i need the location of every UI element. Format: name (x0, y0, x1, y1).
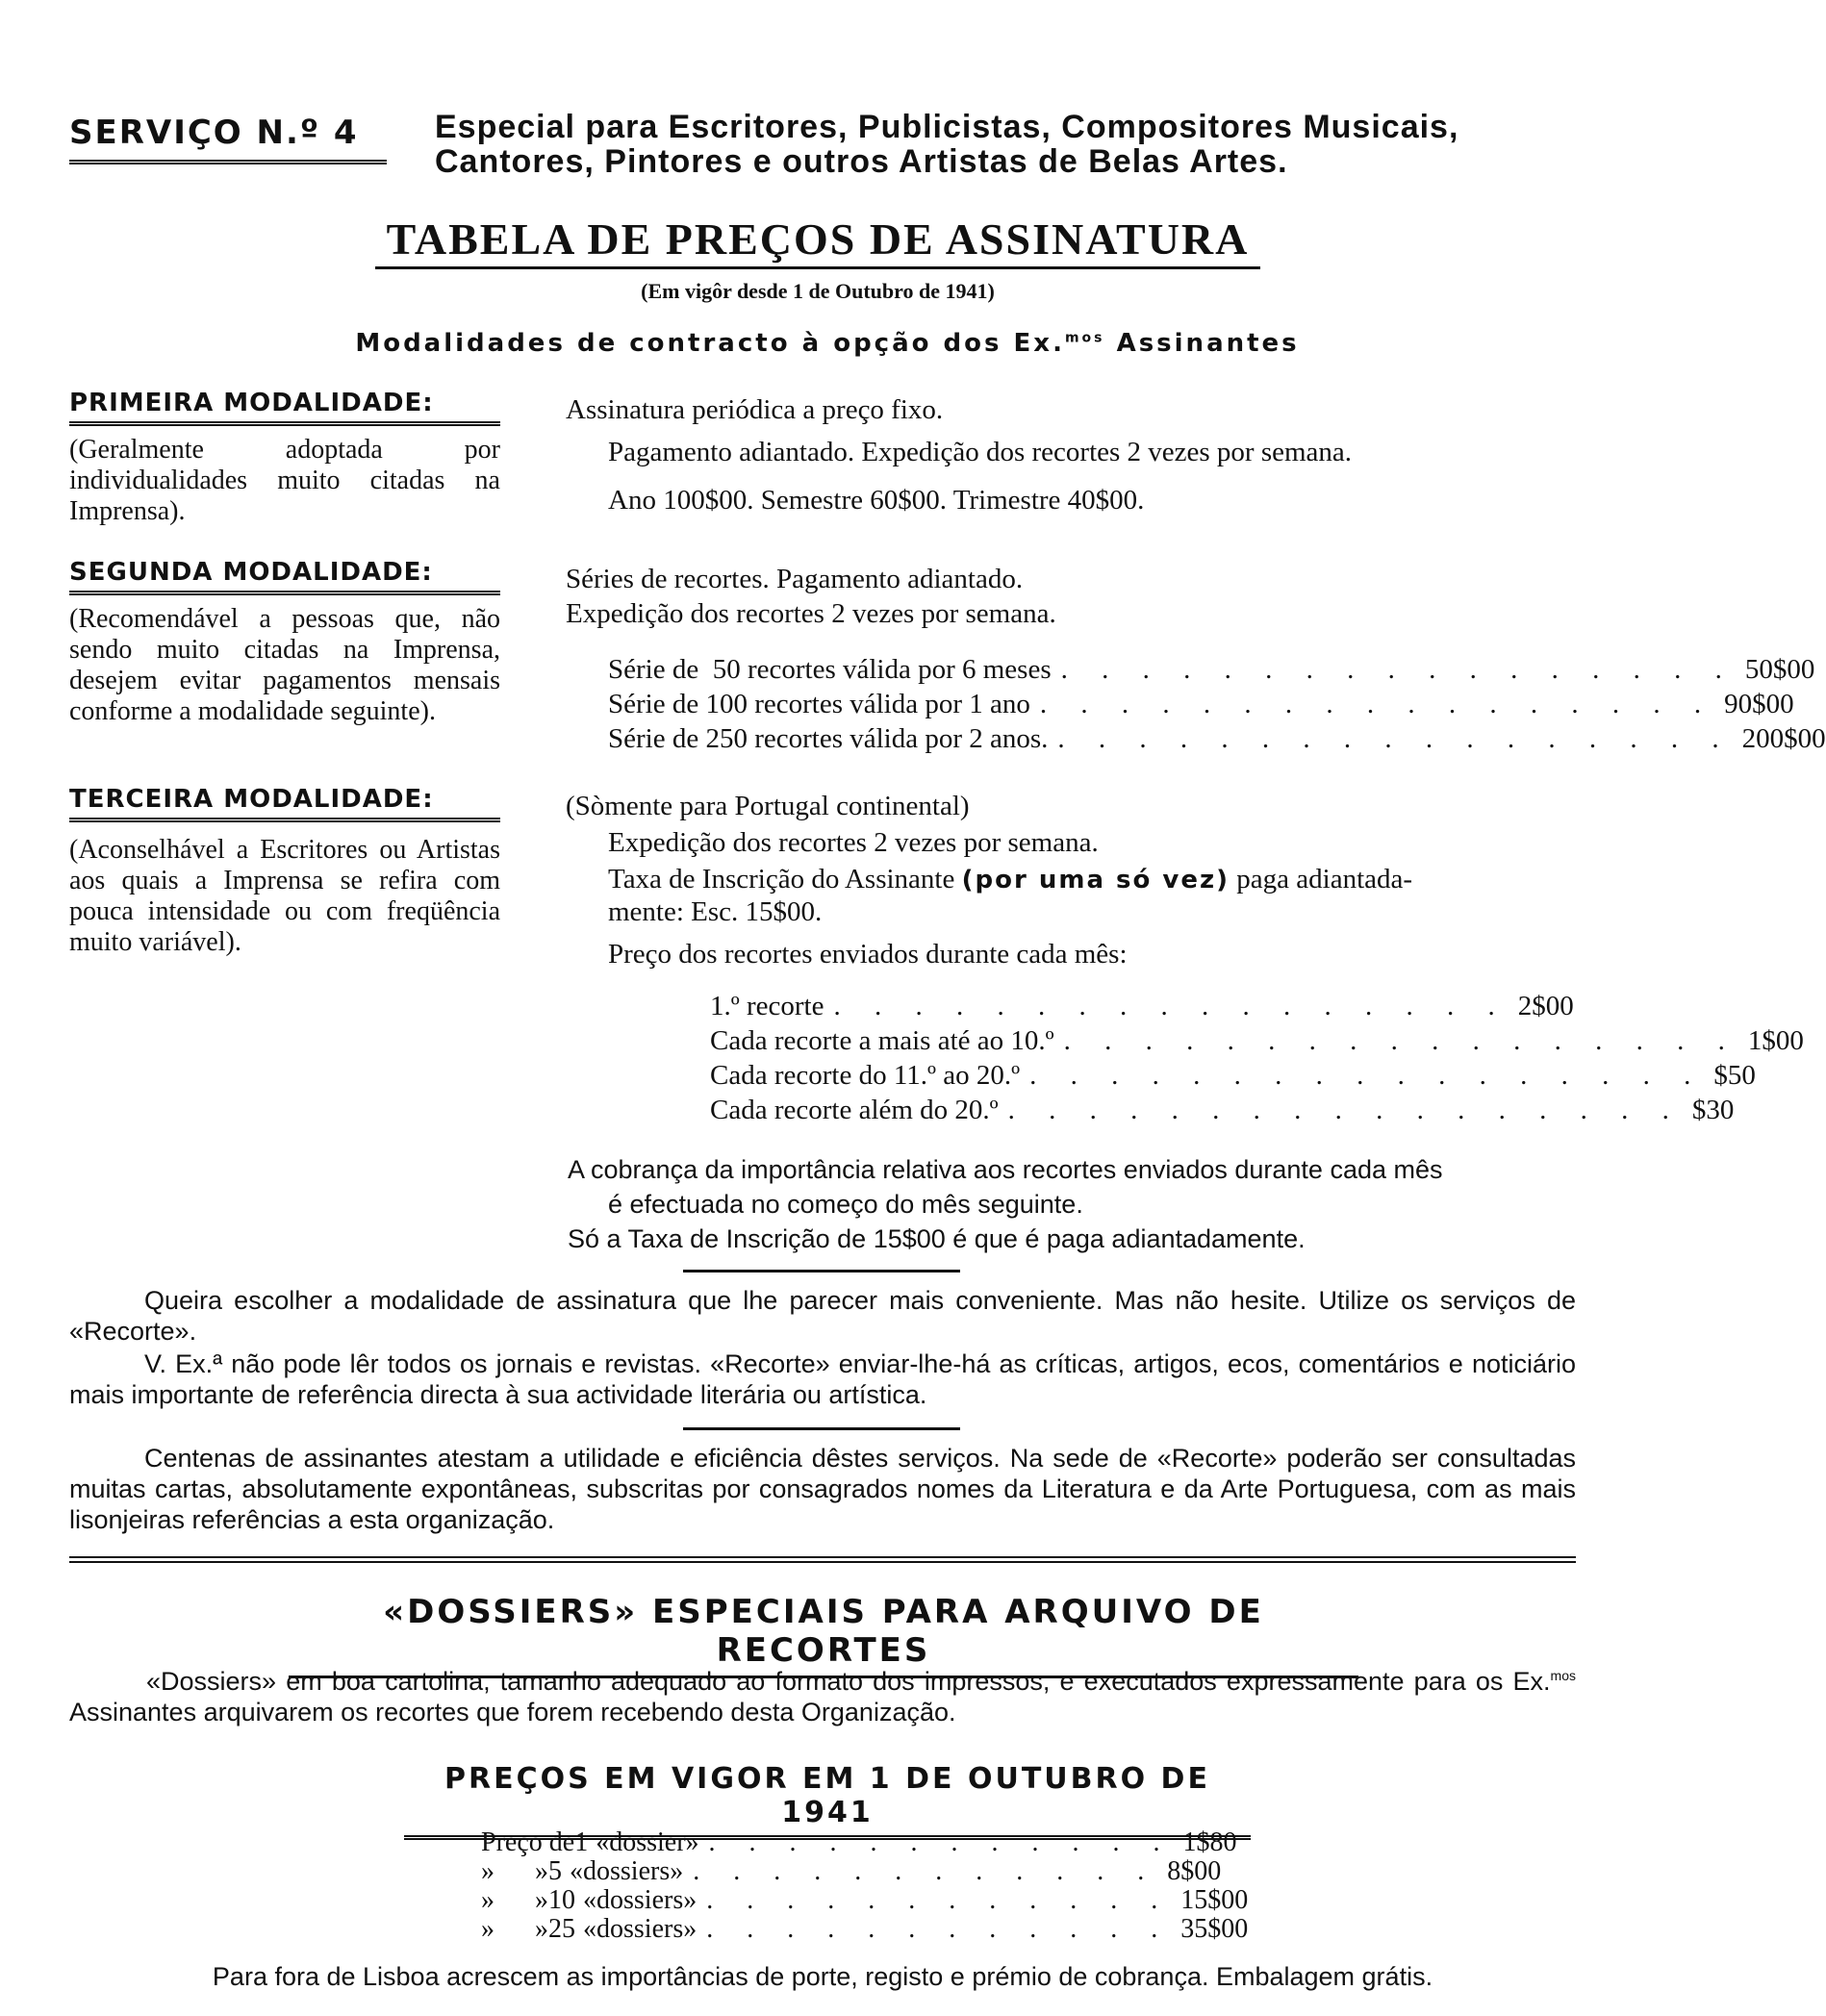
leader-dots: . . . . . . . . . . . . . . . . . (1063, 1025, 1738, 1056)
page-title: TABELA DE PREÇOS DE ASSINATURA (375, 214, 1260, 269)
dossiers-desc-sup: mos (1550, 1668, 1576, 1683)
recorte-price: $30 (1691, 1095, 1735, 1125)
dossiers-title: «DOSSIERS» ESPECIAIS PARA ARQUIVO DE RECORTES (289, 1593, 1358, 1678)
recorte-price: $50 (1713, 1060, 1756, 1091)
price-qty: 25 (548, 1914, 575, 1944)
serie-row (608, 654, 1815, 686)
modalidades-sup: mos (1064, 330, 1105, 346)
paragraph-escolher: Queira escolher a modalidade de assinatura que lhe parecer mais conveniente. Mas não hesite. Utilize os serviços de «Recorte». (69, 1286, 1576, 1346)
serie-price: 90$00 (1724, 689, 1794, 719)
terceira-line-2: Expedição dos recortes 2 vezes por semana. (608, 827, 1099, 858)
recorte-row (710, 1060, 1756, 1092)
segunda-line-1: Séries de recortes. Pagamento adiantado. (566, 564, 1024, 594)
modalidades-suffix: Assinantes (1104, 329, 1300, 358)
leader-dots: . . . . . . . . . . . . . . . . . (1057, 723, 1733, 754)
terceira-taxa (608, 862, 1576, 897)
price-value: 8$00 (1167, 1856, 1222, 1886)
leader-dots: . . . . . . . . . . . . (708, 1827, 1174, 1857)
recorte-label: Cada recorte do 11.º ao 20.º (710, 1060, 1021, 1091)
shipping-note: Para fora de Lisboa acrescem as importâncias de porte, registo e prémio de cobrança. Embalagem grátis. (212, 1962, 1433, 1991)
cobranca-line-1: A cobrança da importância relativa aos recortes enviados durante cada mês (568, 1155, 1443, 1184)
modalidades-heading (115, 329, 1539, 358)
leader-dots: . . . . . . . . . . . . . . . . . (1007, 1095, 1683, 1125)
price-qty: 10 (548, 1885, 575, 1915)
price-qty: 1 (574, 1827, 589, 1857)
price-item: «dossiers» (583, 1885, 697, 1915)
serie-price: 200$00 (1741, 723, 1826, 754)
taxa-note: Só a Taxa de Inscrição de 15$00 é que é paga adiantadamente. (568, 1224, 1306, 1253)
price-prefix: » » (481, 1885, 548, 1915)
divider (683, 1270, 960, 1273)
recorte-label: Cada recorte além do 20.º (710, 1095, 999, 1125)
dossiers-description (69, 1660, 1576, 1727)
primeira-heading: PRIMEIRA MODALIDADE: (69, 389, 500, 426)
cobranca-line-2: é efectuada no começo do mês seguinte. (608, 1190, 1083, 1219)
service-number-label: SERVIÇO N.º 4 (69, 113, 387, 164)
recorte-price: 2$00 (1517, 991, 1574, 1021)
price-item: «dossiers» (570, 1856, 684, 1886)
terceira-taxa-line-2: mente: Esc. 15$00. (608, 896, 823, 927)
price-item: «dossier» (596, 1827, 699, 1857)
service-description-line-2: Cantores, Pintores e outros Artistas de Belas Artes. (435, 143, 1288, 180)
page-subtitle: (Em vigôr desde 1 de Outubro de 1941) (641, 279, 995, 303)
paragraph-assinantes: Centenas de assinantes atestam a utilidade e eficiência dêstes serviços. Na sede de «Recorte» poderão ser consultadas muitas cartas, absolutamente expontâneas, subscritas por consagrados nomes da Literatura e da Arte Portuguesa, com as mais lisonjeiras referências a esta organização. (69, 1444, 1576, 1534)
dossier-price-row (481, 1914, 1249, 1945)
primeira-line-1: Assinatura periódica a preço fixo. (566, 394, 944, 425)
price-value: 1$80 (1182, 1827, 1237, 1857)
recorte-row (710, 1025, 1804, 1057)
primeira-line-3: Ano 100$00. Semestre 60$00. Trimestre 40$00. (608, 485, 1145, 516)
serie-row (608, 723, 1826, 755)
serie-label: Série de 250 recortes válida por 2 anos. (608, 723, 1049, 754)
serie-row (608, 689, 1794, 720)
serie-label: Série de 100 recortes válida por 1 ano (608, 689, 1030, 719)
price-value: 35$00 (1180, 1914, 1249, 1944)
paragraph-noticiario: V. Ex.ª não pode lêr todos os jornais e revistas. «Recorte» enviar-lhe-há as críticas, artigos, ecos, comentários e noticiário mais importante de referência directa à sua actividade literária ou artística. (69, 1349, 1576, 1409)
serie-price: 50$00 (1744, 654, 1815, 685)
recorte-price: 1$00 (1747, 1025, 1804, 1056)
leader-dots: . . . . . . . . . . . . (706, 1885, 1172, 1915)
dossier-price-row (481, 1856, 1222, 1887)
dossier-price-row (481, 1827, 1237, 1858)
dossiers-desc-prefix: «Dossiers» em boa cartolina, tamanho adequado ao formato dos impressos, e executados expressamente para os Ex. (146, 1667, 1551, 1696)
price-value: 15$00 (1180, 1885, 1249, 1915)
primeira-note: (Geralmente adoptada por individualidades muito citadas na Imprensa). (69, 435, 500, 526)
precos-title: PREÇOS EM VIGOR EM 1 DE OUTUBRO DE 1941 (404, 1762, 1251, 1840)
price-item: «dossiers» (583, 1914, 697, 1944)
taxa-bold: (por uma só vez) (961, 866, 1230, 895)
recorte-row (710, 991, 1574, 1022)
price-prefix: » » (481, 1856, 548, 1886)
terceira-heading: TERCEIRA MODALIDADE: (69, 785, 500, 822)
taxa-prefix: Taxa de Inscrição do Assinante (608, 864, 962, 895)
segunda-heading: SEGUNDA MODALIDADE: (69, 558, 500, 595)
service-description (435, 110, 1589, 179)
leader-dots: . . . . . . . . . . . . (706, 1914, 1172, 1944)
section-double-rule (69, 1556, 1576, 1563)
dossier-price-row (481, 1885, 1249, 1916)
serie-label: Série de 50 recortes válida por 6 meses (608, 654, 1052, 685)
divider (683, 1427, 960, 1430)
terceira-line-1: (Sòmente para Portugal continental) (566, 791, 970, 821)
segunda-note: (Recomendável a pessoas que, não sendo muito citadas na Imprensa, desejem evitar pagamentos mensais conforme a modalidade seguinte). (69, 604, 500, 726)
leader-dots: . . . . . . . . . . . . . . . . . (1060, 654, 1736, 685)
dossiers-desc-suffix: Assinantes arquivarem os recortes que forem recebendo desta Organização. (69, 1698, 956, 1726)
terceira-preco-intro: Preço dos recortes enviados durante cada mês: (608, 939, 1128, 970)
leader-dots: . . . . . . . . . . . . (693, 1856, 1158, 1886)
leader-dots: . . . . . . . . . . . . . . . . . (833, 991, 1509, 1021)
leader-dots: . . . . . . . . . . . . . . . . . (1029, 1060, 1705, 1091)
recorte-label: Cada recorte a mais até ao 10.º (710, 1025, 1054, 1056)
primeira-line-2: Pagamento adiantado. Expedição dos recortes 2 vezes por semana. (608, 437, 1353, 467)
leader-dots: . . . . . . . . . . . . . . . . . (1039, 689, 1715, 719)
taxa-suffix: paga adiantada- (1230, 864, 1413, 895)
price-prefix: Preço de (481, 1827, 575, 1857)
segunda-line-2: Expedição dos recortes 2 vezes por semana. (566, 598, 1056, 629)
terceira-note: (Aconselhável a Escritores ou Artistas aos quais a Imprensa se refira com pouca intensidade ou com freqüência muito variável). (69, 835, 500, 957)
service-description-line-1: Especial para Escritores, Publicistas, Compositores Musicais, (435, 109, 1459, 145)
recorte-label: 1.º recorte (710, 991, 824, 1021)
modalidades-prefix: Modalidades de contracto à opção dos Ex. (355, 329, 1065, 358)
recorte-row (710, 1095, 1735, 1126)
price-qty: 5 (548, 1856, 562, 1886)
price-prefix: » » (481, 1914, 548, 1944)
